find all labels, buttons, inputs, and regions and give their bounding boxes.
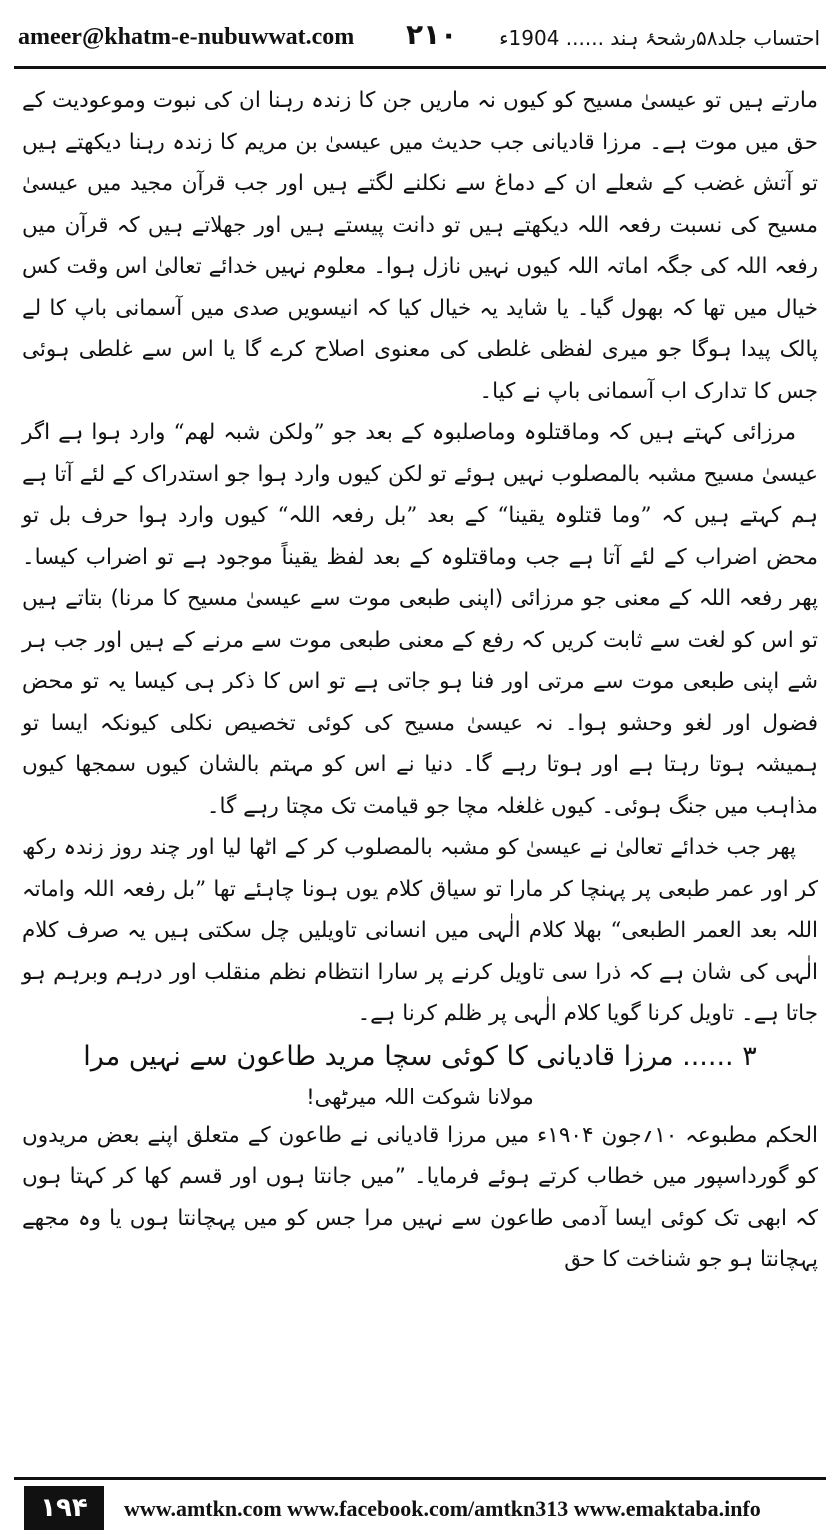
page-footer bbox=[14, 1477, 826, 1540]
paragraph-2 bbox=[22, 412, 818, 827]
author-name: مولانا شوکت اللہ میرٹھی! bbox=[306, 1084, 534, 1109]
page-body bbox=[22, 80, 818, 1281]
header-email: ameer@khatm-e-nubuwwat.com bbox=[18, 24, 355, 50]
para2-text-b: وارد ہوا ہے اگر عیسیٰ مسیح مشبہ بالمصلوب نہیں ہوئے تو لکن کیوں وارد ہوا جو استدراک کے لئے آتا ہے ہم کہتے ہیں کہ bbox=[22, 420, 818, 528]
paragraph-1: مارتے ہیں تو عیسیٰ مسیح کو کیوں نہ ماریں جن کا زندہ رہنا ان کی نبوت وموعودیت کے حق میں موت ہے۔ مرزا قادیانی جب حدیث میں عیسیٰ بن مریم کا زندہ رہنا دیکھتے ہیں تو آتش غضب کے شعلے ان کے دماغ سے نکلنے لگتے ہیں اور جب قرآن مجید میں عیسیٰ مسیح کی نسبت رفعہ اللہ دیکھتے ہیں تو دانت پیستے ہیں اور جھلاتے ہیں کہ قرآن میں رفعہ اللہ کی جگہ اماتہ اللہ کیوں نہیں نازل ہوا۔ معلوم نہیں خدائے تعالیٰ اس وقت کس خیال میں تھا کہ بھول گیا۔ یا شاید یہ خیال کیا کہ انیسویں صدی میں آسمانی باپ کا لے پالک پیدا ہوگا جو میری لفظی غلطی کی معنوی اصلاح کرے گا یا اس سے غلطی ہوئی جس کا تدارک اب آسمانی باپ نے کیا۔ bbox=[22, 88, 818, 404]
page-header bbox=[14, 14, 826, 69]
footer-page-number: ۱۹۴ bbox=[24, 1486, 104, 1530]
footer-links: www.amtkn.com www.facebook.com/amtkn313 www.emaktaba.info bbox=[124, 1496, 761, 1521]
para2-text-a: مرزائی کہتے ہیں کہ وماقتلوہ وماصلبوہ کے بعد جو bbox=[324, 420, 796, 445]
para3-text-b: بھلا کلام الٰہی میں انسانی تاویلیں چل سکتی ہیں یہ صرف کلام الٰہی کی شان ہے کہ ذرا سی تاویل کرنے پر سارا انتظام نظم منقلب اور درہم وبرہم ہو جاتا ہے۔ تاویل کرنا گویا کلام الٰہی پر ظلم کرنا ہے۔ bbox=[22, 918, 818, 1026]
header-page-number: ۲۱۰ bbox=[406, 18, 458, 51]
paragraph-3 bbox=[22, 827, 818, 1035]
arabic-quote-1: ”ولکن شبہ لھم“ bbox=[173, 420, 325, 445]
para2-text-d: کیوں وارد ہوا حرف بل تو محض اضراب کے لئے آتا ہے جب وماقتلوہ کے بعد لفظ یقیناً موجود ہے تو اضراب کیسا۔ پھر رفعہ اللہ کے معنی جو مرزائی (اپنی طبعی موت سے عیسیٰ مسیح کا مرنا) بتاتے ہیں تو اس کو لغت سے ثابت کریں کہ رفع کے معنی طبعی موت سے مرنے کے ہیں اور جب ہر شے اپنی طبعی موت سے مرتی اور فنا ہو جاتی ہے تو اس کا ذکر ہی کیسا یہ تو محض فضول اور لغو وحشو ہوا۔ نہ عیسیٰ مسیح کی کوئی تخصیص نکلی کیونکہ ایسا تو ہمیشہ ہوتا رہتا ہے اور ہوتا رہے گا۔ دنیا نے اس کو مہتم بالشان کیوں سمجھا کیوں مذاہب میں جنگ ہوئی۔ کیوں غلغلہ مچا جو قیامت تک مچتا رہے گا۔ bbox=[22, 503, 818, 819]
arabic-quote-3: ”بل رفعہ اللہ“ bbox=[277, 503, 418, 528]
para2-text-c: کے بعد bbox=[417, 503, 498, 528]
arabic-quote-4: ”بل رفعہ اللہ واماتہ اللہ بعد العمر الطبعی“ bbox=[22, 876, 818, 943]
paragraph-4: الحکم مطبوعہ ۱۰؍جون ۱۹۰۴ء میں مرزا قادیانی نے طاعون کے متعلق اپنے بعض مریدوں کو گورداسپور میں خطاب کرتے ہوئے فرمایا۔ ”میں جانتا ہوں اور قسم کھا کر کہتا ہوں کہ ابھی تک کوئی ایسا آدمی طاعون سے نہیں مرا جس کو میں پہچانتا ہوں یا وہ مجھے پہچانتا ہو جو شناخت کا حق bbox=[22, 1122, 818, 1272]
section-heading: ۳ ...... مرزا قادیانی کا کوئی سچا مرید طاعون سے نہیں مرا bbox=[83, 1040, 757, 1072]
para3-text-a: پھر جب خدائے تعالیٰ نے عیسیٰ کو مشبہ بالمصلوب کر کے اٹھا لیا اور چند روز زندہ رکھ کر اور عمر طبعی پر پہنچا کر مارا تو سیاق کلام یوں ہونا چاہئے تھا bbox=[22, 835, 818, 902]
header-title: احتساب جلد۵۸رشحۂ ہند ...... 1904ء bbox=[499, 26, 820, 50]
arabic-quote-2: ”وما قتلوہ یقینا“ bbox=[497, 503, 652, 528]
